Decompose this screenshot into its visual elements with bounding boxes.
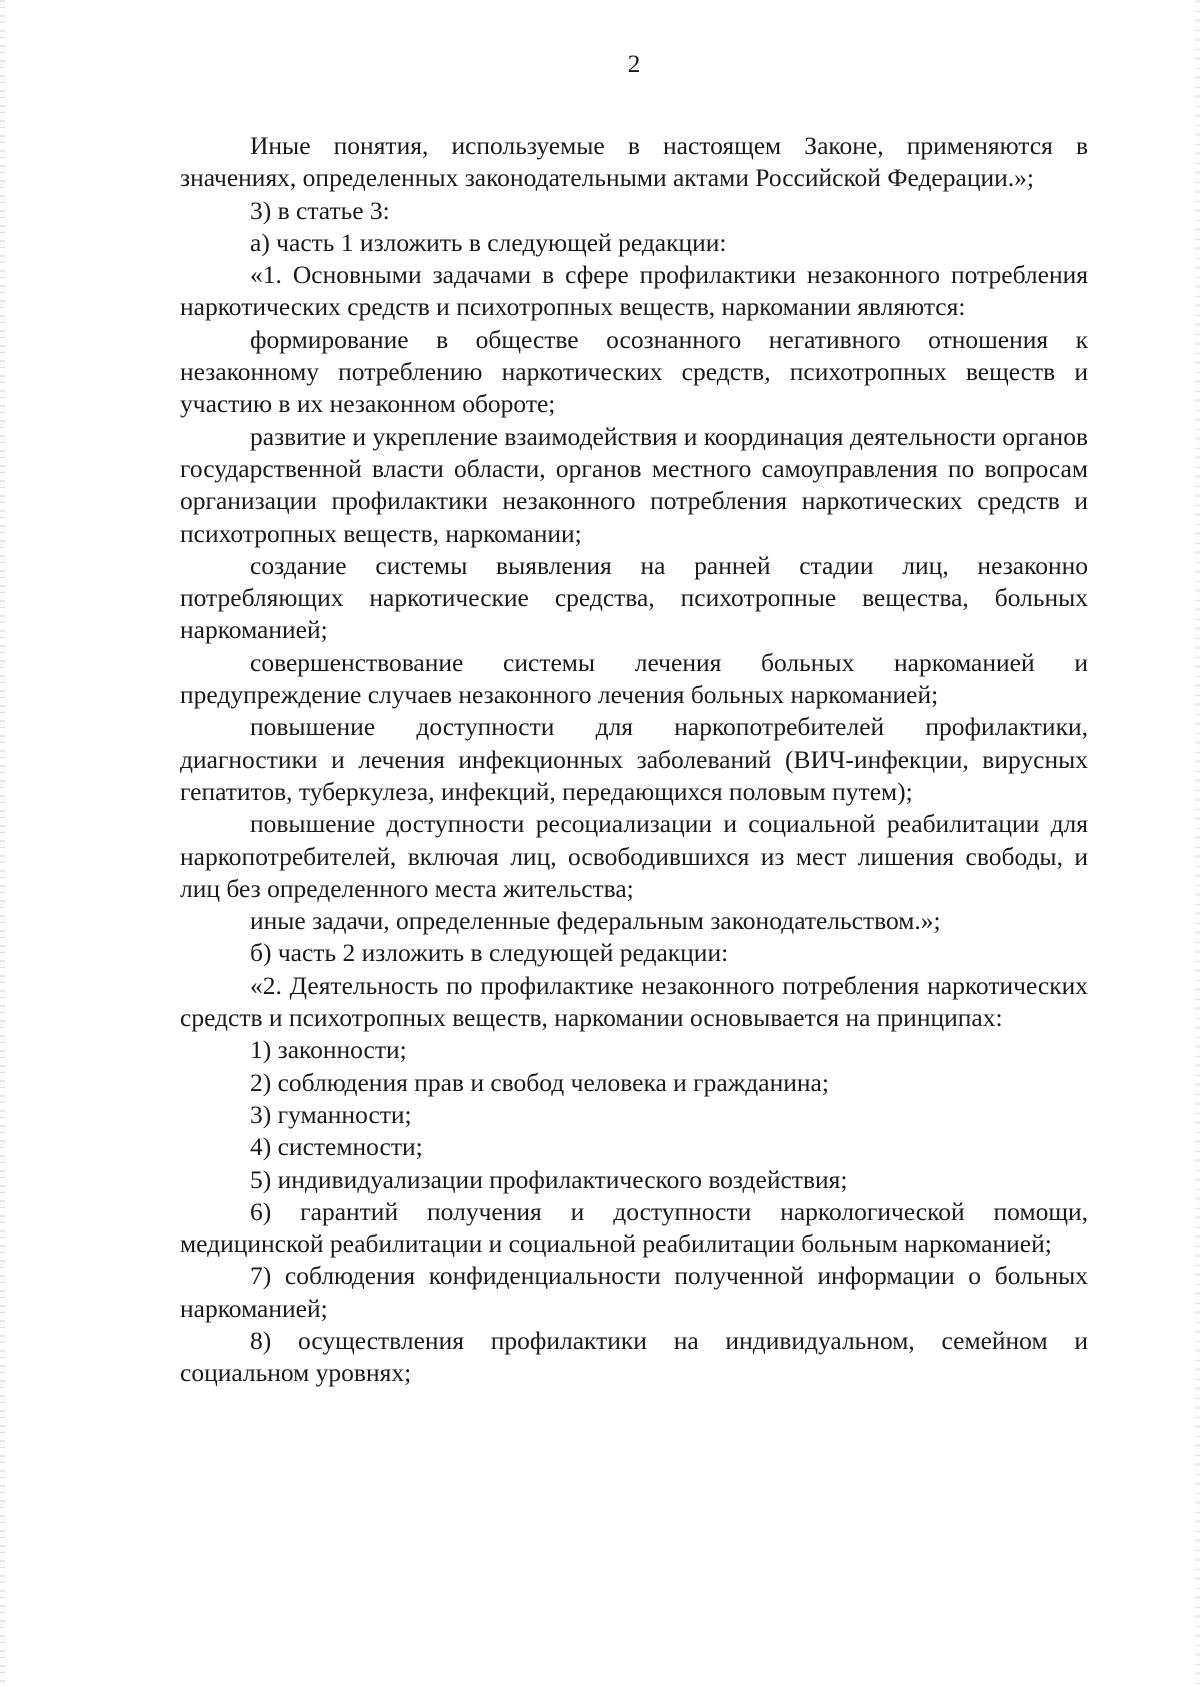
paragraph-task-infection-access: повышение доступности для наркопотребителей профилактики, диагностики и лечения инфекционных заболеваний (ВИЧ-инфекции, вирусных гепатитов, туберкулеза, инфекций, передающихся половым путем); <box>180 712 1088 806</box>
list-item-principle-8: 8) осуществления профилактики на индивидуальном, семейном и социальном уровнях; <box>180 1325 1088 1388</box>
scan-edge-right <box>1195 0 1200 1686</box>
paragraph-part-2-principles: «2. Деятельность по профилактике незаконного потребления наркотических средств и психотропных веществ, наркомании основывается на принципах: <box>180 970 1088 1033</box>
document-body <box>180 130 1088 1390</box>
paragraph-part-1-tasks: «1. Основными задачами в сфере профилактики незаконного потребления наркотических средств и психотропных веществ, наркомании являются: <box>180 260 1088 322</box>
paragraph-subitem-b: б) часть 2 изложить в следующей редакции: <box>250 938 729 968</box>
paragraph-task-attitude: формирование в обществе осознанного негативного отношения к незаконному потреблению наркотических средств, психотропных веществ и участию в их незаконном обороте; <box>180 324 1088 419</box>
list-item-principle-4: 4) системности; <box>250 1132 423 1162</box>
paragraph-task-other: иные задачи, определенные федеральным законодательством.»; <box>250 906 941 936</box>
page-number: 2 <box>627 49 641 78</box>
paragraph-task-treatment: совершенствование системы лечения больных наркоманией и предупреждение случаев незаконного лечения больных наркоманией; <box>180 647 1088 710</box>
list-item-principle-1: 1) законности; <box>250 1035 407 1065</box>
scan-edge-left <box>0 0 5 1686</box>
list-item-principle-3: 3) гуманности; <box>250 1099 412 1129</box>
paragraph-subitem-a: а) часть 1 изложить в следующей редакции: <box>250 227 727 257</box>
document-page <box>180 48 1088 1390</box>
paragraph-other-terms: Иные понятия, используемые в настоящем Законе, применяются в значениях, определенных законодательными актами Российской Федерации.»; <box>180 131 1088 193</box>
list-item-principle-2: 2) соблюдения прав и свобод человека и гражданина; <box>250 1067 829 1097</box>
paragraph-task-coordination: развитие и укрепление взаимодействия и координация деятельности органов государственной власти области, органов местного самоуправления по вопросам организации профилактики незаконного потребления наркотических средств и психотропных веществ, наркомании; <box>180 421 1088 548</box>
paragraph-task-rehabilitation: повышение доступности ресоциализации и социальной реабилитации для наркопотребителей, включая лиц, освободившихся из мест лишения свободы, и лиц без определенного места жительства; <box>180 809 1088 903</box>
list-item-principle-5: 5) индивидуализации профилактического воздействия; <box>250 1164 848 1194</box>
paragraph-item-3-article-3: 3) в статье 3: <box>250 195 390 225</box>
list-item-principle-6: 6) гарантий получения и доступности наркологической помощи, медицинской реабилитации и социальной реабилитации больным наркоманией; <box>180 1196 1088 1259</box>
paragraph-task-detection: создание системы выявления на ранней стадии лиц, незаконно потребляющих наркотические средства, психотропные вещества, больных наркоманией; <box>180 550 1088 645</box>
list-item-principle-7: 7) соблюдения конфиденциальности полученной информации о больных наркоманией; <box>180 1261 1088 1323</box>
